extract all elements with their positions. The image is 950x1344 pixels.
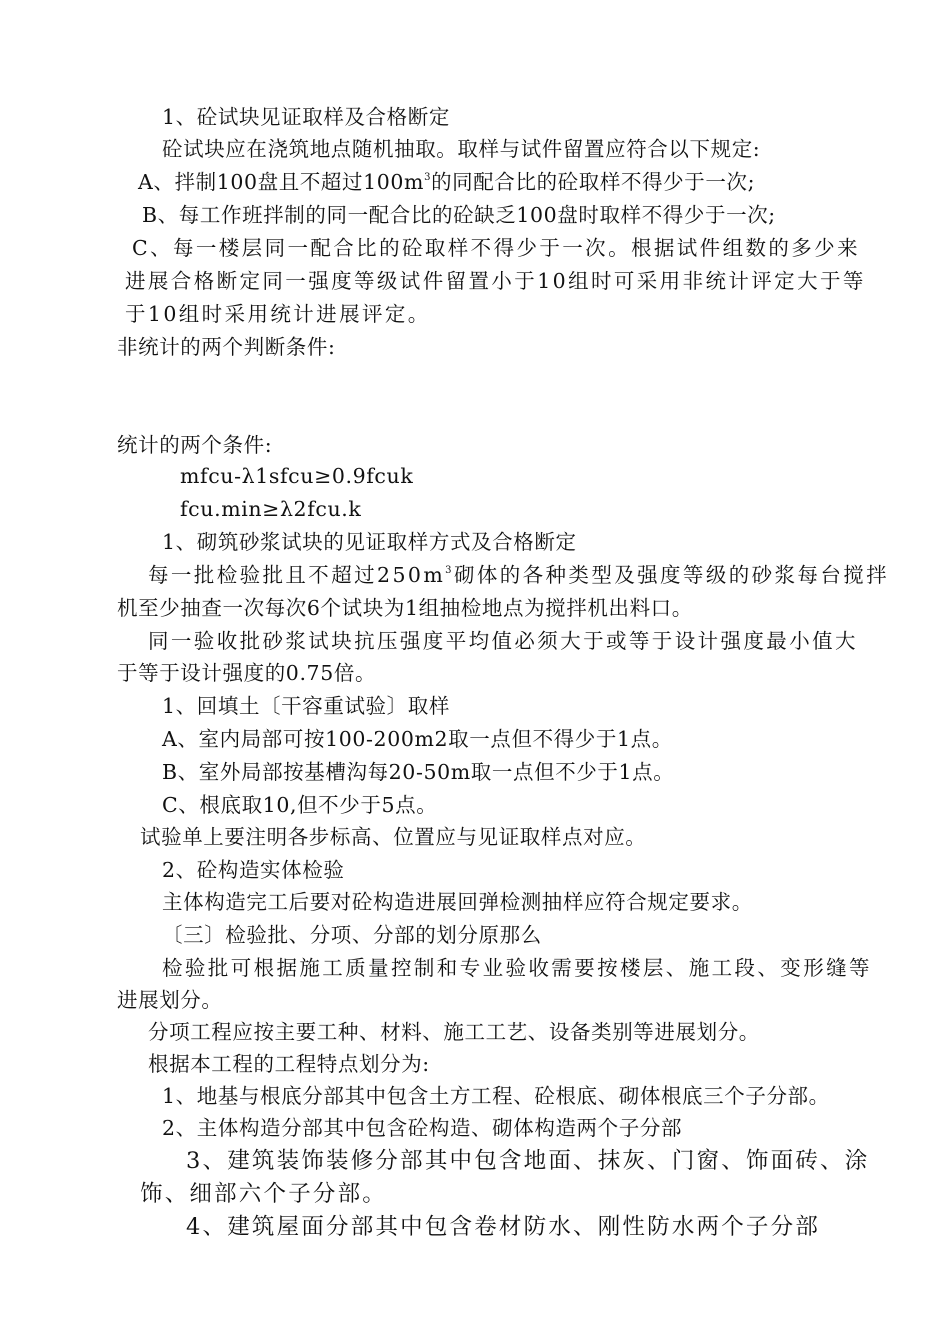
stat-conditions-title: 统计的两个条件: (117, 433, 273, 457)
fill-heading: 1、回填土〔干容重试验〕取样 (162, 694, 450, 718)
division-item-3-line2: 饰、细部六个子分部。 (140, 1181, 388, 1207)
division-p3: 根据本工程的工程特点划分为: (148, 1052, 430, 1076)
struct-heading: 2、砼构造实体检验 (162, 858, 345, 882)
section1-item-c-line2: 进展合格断定同一强度等级试件留置小于10组时可采用非统计评定大于等 (125, 269, 866, 293)
division-p1-line1: 检验批可根据施工质量控制和专业验收需要按楼层、施工段、变形缝等 (162, 956, 872, 980)
section1-item-a (138, 168, 755, 196)
mortar-p1-post: 砌体的各种类型及强度等级的砂浆每台搅拌 (453, 563, 890, 587)
fill-item-b: B、室外局部按基槽沟每20-50m取一点但不少于1点。 (162, 760, 675, 784)
division-item-1: 1、地基与根底分部其中包含土方工程、砼根底、砌体根底三个子分部。 (162, 1084, 830, 1108)
struct-p1: 主体构造完工后要对砼构造进展回弹检测抽样应符合规定要求。 (162, 890, 753, 914)
section1-heading: 1、砼试块见证取样及合格断定 (162, 105, 450, 129)
division-heading: 〔三〕检验批、分项、分部的划分原那么 (162, 923, 542, 947)
section1-item-a-post: 的同配合比的砼取样不得少于一次; (431, 170, 756, 194)
formula-1: mfcu-λ1sfcu≥0.9fcuk (180, 464, 414, 488)
mortar-p2-line2: 于等于设计强度的0.75倍。 (117, 661, 377, 685)
section1-item-c-line3: 于10组时采用统计进展评定。 (125, 302, 431, 326)
division-item-3-line1: 3、建筑装饰装修分部其中包含地面、抹灰、门窗、饰面砖、涂 (186, 1148, 870, 1174)
division-item-4: 4、建筑屋面分部其中包含卷材防水、刚性防水两个子分部 (186, 1214, 821, 1240)
division-item-2: 2、主体构造分部其中包含砼构造、砌体构造两个子分部 (162, 1116, 683, 1140)
section1-intro: 砼试块应在浇筑地点随机抽取。取样与试件留置应符合以下规定: (162, 137, 761, 161)
fill-item-a: A、室内局部可按100-200m2取一点但不得少于1点。 (162, 727, 673, 751)
mortar-p1-pre: 每一批检验批且不超过250m (148, 563, 446, 587)
section1-item-b: B、每工作班拌制的同一配合比的砼缺乏100盘时取样不得少于一次; (142, 203, 776, 227)
section1-item-a-pre: A、拌制100盘且不超过100m (138, 170, 425, 194)
mortar-heading: 1、砌筑砂浆试块的见证取样方式及合格断定 (162, 530, 577, 554)
division-p2: 分项工程应按主要工种、材料、施工工艺、设备类别等进展划分。 (148, 1020, 760, 1044)
division-p1-line2: 进展划分。 (117, 988, 223, 1012)
section1-item-c-line1: C、每一楼层同一配合比的砼取样不得少于一次。根据试件组数的多少来 (132, 236, 860, 260)
superscript-3: 3 (445, 565, 454, 576)
fill-item-c: C、根底取10,但不少于5点。 (162, 793, 438, 817)
formula-2: fcu.min≥λ2fcu.k (180, 497, 362, 521)
mortar-p2-line1: 同一验收批砂浆试块抗压强度平均值必须大于或等于设计强度最小值大 (148, 629, 858, 653)
mortar-p1-line2: 机至少抽查一次每次6个试块为1组抽检地点为搅拌机出料口。 (117, 596, 693, 620)
mortar-p1-line1 (148, 561, 889, 589)
superscript-3: 3 (424, 172, 432, 183)
nonstat-conditions-title: 非统计的两个判断条件: (117, 335, 336, 359)
fill-note: 试验单上要注明各步标高、位置应与见证取样点对应。 (140, 825, 647, 849)
